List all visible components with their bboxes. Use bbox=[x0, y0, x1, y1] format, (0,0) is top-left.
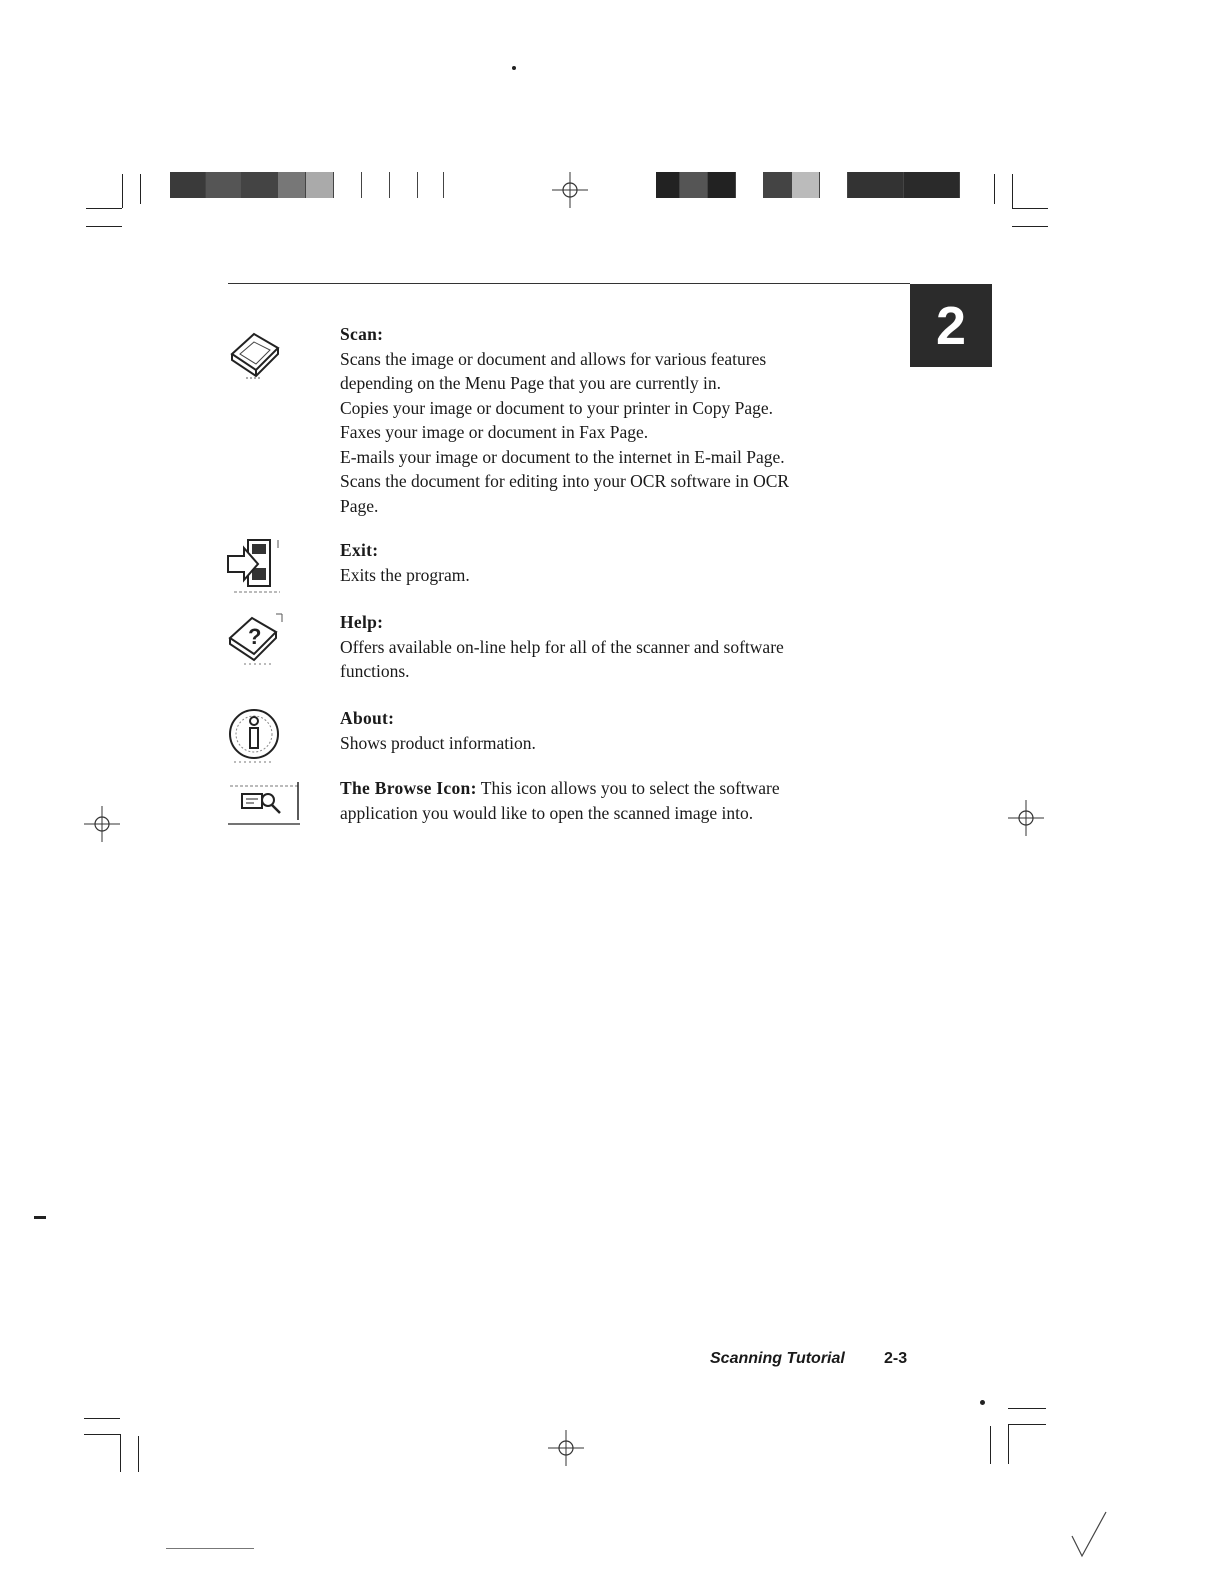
info-icon bbox=[226, 708, 282, 764]
browse-entry bbox=[340, 776, 780, 825]
registration-target-icon bbox=[552, 172, 588, 208]
footer-section-title: Scanning Tutorial bbox=[710, 1350, 845, 1367]
registration-bar-right bbox=[656, 172, 960, 198]
scan-entry bbox=[340, 322, 789, 518]
registration-target-icon bbox=[84, 806, 120, 842]
exit-title: Exit: bbox=[340, 540, 379, 560]
about-entry bbox=[340, 706, 536, 755]
browse-title: The Browse Icon: bbox=[340, 778, 477, 798]
scan-line: Faxes your image or document in Fax Page. bbox=[340, 422, 649, 442]
about-title: About: bbox=[340, 708, 395, 728]
check-mark-icon bbox=[1070, 1510, 1110, 1560]
scan-line: Copies your image or document to your printer in Copy Page. bbox=[340, 397, 774, 418]
scan-line: depending on the Menu Page that you are currently in. bbox=[340, 373, 722, 393]
scan-line: Page. bbox=[340, 495, 379, 516]
scan-line: Scans the image or document and allows for various features bbox=[340, 348, 767, 369]
exit-door-icon bbox=[224, 538, 284, 596]
help-line: Offers available on-line help for all of the scanner and software bbox=[340, 636, 784, 657]
scan-line: E-mails your image or document to the internet in E-mail Page. bbox=[340, 446, 785, 467]
stray-mark bbox=[166, 1548, 254, 1549]
registration-target-icon bbox=[548, 1430, 584, 1466]
help-entry bbox=[340, 610, 784, 684]
help-title: Help: bbox=[340, 612, 384, 632]
stray-mark bbox=[512, 66, 516, 70]
exit-line: Exits the program. bbox=[340, 564, 470, 585]
header-rule bbox=[228, 283, 910, 284]
help-question-icon bbox=[224, 610, 284, 668]
chapter-tab bbox=[910, 284, 992, 367]
exit-entry bbox=[340, 538, 470, 587]
scanner-icon bbox=[226, 326, 282, 382]
browse-magnifier-icon bbox=[226, 780, 302, 828]
stray-mark bbox=[34, 1216, 46, 1219]
scan-line: Scans the document for editing into your OCR software in OCR bbox=[340, 471, 790, 491]
registration-bar-left bbox=[170, 172, 444, 198]
help-line: functions. bbox=[340, 661, 410, 681]
registration-target-icon bbox=[1008, 800, 1044, 836]
footer-page-number: 2-3 bbox=[884, 1350, 908, 1367]
chapter-number: 2 bbox=[935, 295, 967, 356]
browse-line: This icon allows you to select the software bbox=[480, 778, 780, 798]
svg-text:?: ? bbox=[248, 624, 262, 649]
stray-mark bbox=[980, 1400, 985, 1405]
scan-title: Scan: bbox=[340, 324, 384, 344]
browse-line: application you would like to open the scanned image into. bbox=[340, 802, 754, 823]
about-line: Shows product information. bbox=[340, 732, 536, 753]
